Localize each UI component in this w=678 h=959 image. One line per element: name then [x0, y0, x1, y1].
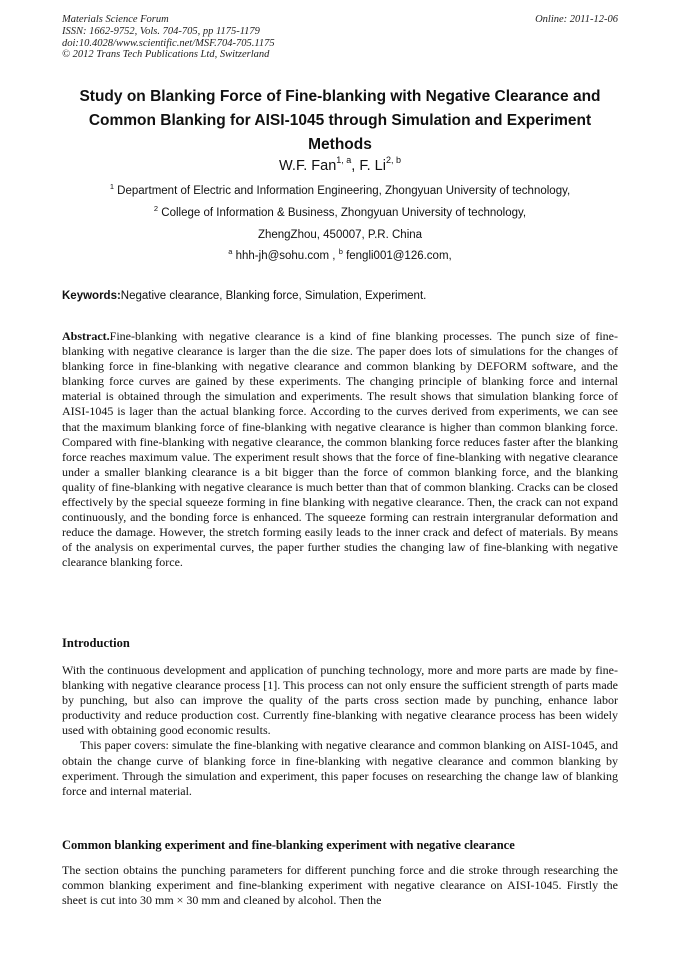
email-b[interactable]: fengli001@126.com, [342, 250, 452, 262]
keywords-label: Keywords: [62, 290, 121, 302]
introduction-paragraph-1: With the continuous development and application of punching technology, more and more parts are made by fine-blanking with negative clearance process [1]. This process can not only ensure the sufficient strength of parts made by punching, but also can improve the quality of the parts cross section made by punching, enhance labor productivity and reduce production cost. Currently fine-blanking with negative clearance process has been widely used with obtaining good economic results. [62, 663, 618, 738]
journal-name: Materials Science Forum [62, 14, 169, 25]
issn-line: ISSN: 1662-9752, Vols. 704-705, pp 1175-1179 [62, 25, 260, 37]
abstract [62, 329, 618, 571]
affiliation-2-text: College of Information & Business, Zhongyuan University of technology, [158, 207, 527, 219]
author-line [62, 156, 618, 176]
copyright-line: © 2012 Trans Tech Publications Ltd, Switzerland [62, 49, 270, 61]
abstract-text: Fine-blanking with negative clearance is a kind of fine blanking processes. The punch size of fine-blanking with negative clearance is larger than the die size. The paper does lots of simulations for the changes of blanking force in fine-blanking with negative clearance and common blanking by DEFORM software, and the blanking force curves are gained by these experiments. The changing principle of blanking force and internal material is obtained through the simulation and experiments. The result shows that simulation blanking force of AISI-1045 is lager than the actual blanking force. According to the curves derived from experiments, we can see that the maximum blanking force of fine-blanking with negative clearance is higher than common blanking force. Compared with fine-blanking with negative clearance, the common blanking force reduces faster after the blanking force reaches maximum value. The experiment result shows that the force of fine-blanking with negative clearance under a smaller blanking clearance is a bit bigger than the force of common blanking force, and the blanking quality of fine-blanking with negative clearance is much better than that of common blanking. Cracks can be closed effectively by the special squeeze forming in fine blanking with negative clearance. Then, the crack can not expand continuously, and the bonding force is enhanced. The squeeze forming can restrain intergranular deformation and reduce the damage. However, the stretch forming easily leads to the inner crack and defect of materials. By means of the analysis on experimental curves, the paper further studies the changing law of fine-blanking with negative clearance blanking force. [62, 329, 618, 570]
abstract-label: Abstract. [62, 329, 110, 343]
introduction-paragraph-2: This paper covers: simulate the fine-blanking with negative clearance and common blanking on AISI-1045, and obtain the change curve of blanking force in fine-blanking with negative clearance and common blanking by experiment. Through the simulation and experiment, this paper focuses on researching the change law of blanking force and internal material. [62, 738, 618, 798]
email-a-superscript: a [228, 247, 233, 256]
introduction-body [62, 663, 618, 799]
affiliation-1-superscript: 1 [109, 182, 114, 191]
affiliation-address: ZhengZhou, 450007, P.R. China [257, 229, 423, 241]
affiliation-1 [62, 184, 618, 198]
introduction-heading: Introduction [62, 636, 130, 650]
paper-title: Study on Blanking Force of Fine-blanking with Negative Clearance and Common Blanking for AISI-1045 through Simulation and Experiment Methods [79, 88, 601, 153]
author-emails [62, 249, 618, 263]
online-date: Online: 2011-12-06 [535, 14, 618, 25]
affiliation-2 [62, 206, 618, 220]
section-2-heading: Common blanking experiment and fine-blanking experiment with negative clearance [62, 838, 515, 852]
running-header [62, 14, 618, 61]
affiliation-2-superscript: 2 [153, 204, 159, 213]
affiliation-1-text: Department of Electric and Information Engineering, Zhongyuan University of technology, [113, 185, 571, 197]
section-2-paragraph-1: The section obtains the punching parameters for different punching force and die stroke through researching the common blanking experiment and fine-blanking experiment with negative clearance on AISI-1045. Firstly the sheet is cut into 30 mm × 30 mm and cleaned by alcohol. Then the [62, 863, 618, 908]
author-1-name: W.F. Fan [279, 158, 337, 174]
keywords [62, 289, 618, 303]
author-2-name: F. Li [359, 158, 386, 174]
email-b-superscript: b [338, 247, 343, 256]
author-2-superscript: 2, b [385, 155, 401, 165]
author-separator: , [351, 158, 360, 174]
keywords-text: Negative clearance, Blanking force, Simulation, Experiment. [120, 290, 427, 302]
section-2-body [62, 863, 618, 908]
doi-line[interactable]: doi:10.4028/www.scientific.net/MSF.704-705.1175 [62, 37, 275, 49]
email-a[interactable]: hhh-jh@sohu.com , [232, 250, 339, 262]
author-1-superscript: 1, a [336, 155, 352, 165]
